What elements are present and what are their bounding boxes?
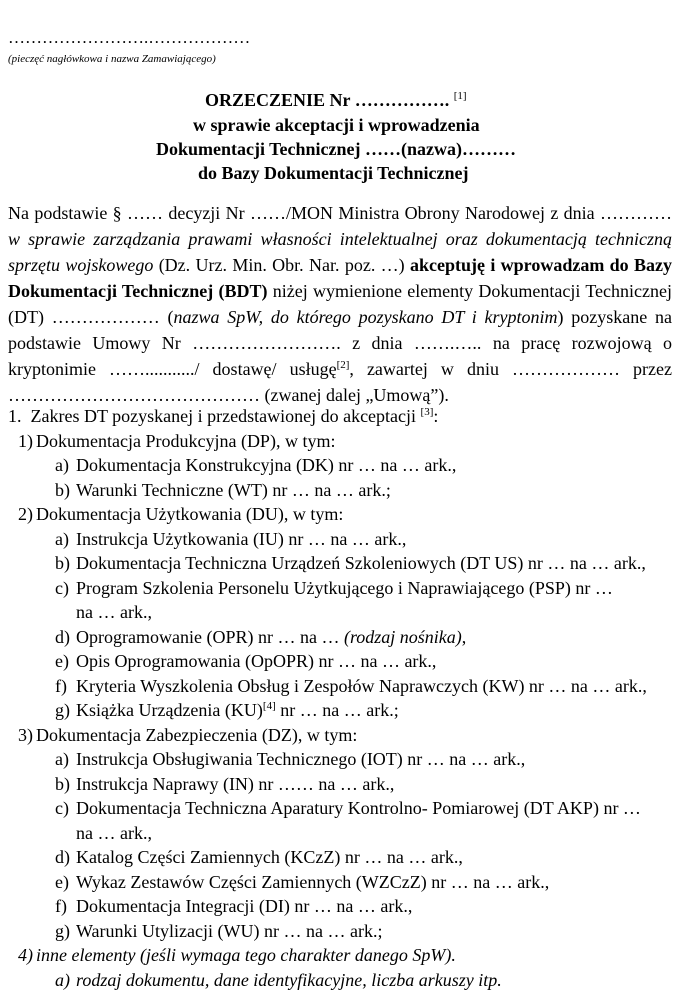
list-item: [76, 550, 646, 576]
list-item-marker: a): [55, 970, 70, 990]
document-title: [205, 90, 467, 111]
list-item-text: Dokumentacja Produkcyjna (DP), w tym:: [36, 431, 336, 451]
footnote-ref: [4]: [262, 700, 276, 712]
list-item-marker: d): [55, 627, 70, 647]
list-item: [76, 697, 399, 723]
list-item: [76, 893, 412, 919]
list-item-marker: 1): [18, 431, 33, 451]
list-item-marker: a): [55, 529, 69, 549]
title-line4: do Bazy Dokumentacji Technicznej: [198, 163, 469, 183]
list-item: [36, 428, 335, 454]
list-item-text: na … ark.,: [76, 823, 152, 843]
list-item-tail: nr … na … ark.;: [275, 700, 399, 720]
list-item-text: Instrukcja Użytkowania (IU) nr … na … ark.,: [76, 529, 407, 549]
list-item-text: Opis Oprogramowania (OpOPR) nr … na … ark.,: [76, 651, 437, 671]
list-item: [76, 575, 613, 601]
list-item-text: Książka Urządzenia (KU): [76, 700, 263, 720]
list-item-text: Katalog Części Zamiennych (KCzZ) nr … na … ark.,: [76, 847, 463, 867]
footnote-ref-3: [3]: [420, 406, 434, 418]
list-item-text: rodzaj dokumentu, dane identyfikacyjne, liczba arkuszy itp.: [76, 970, 502, 990]
list-item: [36, 722, 357, 748]
list-item: [76, 673, 647, 699]
title-line2: w sprawie akceptacji i wprowadzenia: [193, 115, 480, 135]
list-item-text: Wykaz Zestawów Części Zamiennych (WZCzZ) nr … na … ark.,: [76, 872, 550, 892]
list-item: [76, 967, 502, 993]
list-item-marker: b): [55, 774, 70, 794]
list-item: [76, 844, 463, 870]
list-item-text: Instrukcja Obsługiwania Technicznego (IOT) nr … na … ark.,: [76, 749, 526, 769]
list-item-text: inne elementy (jeśli wymaga tego charakter danego SpW).: [36, 945, 456, 965]
list-item-text: Dokumentacja Techniczna Urządzeń Szkoleniowych (DT US) nr … na … ark.,: [76, 553, 646, 573]
list-item-text: Instrukcja Naprawy (IN) nr …… na … ark.,: [76, 774, 395, 794]
section-1-label: Zakres DT pozyskanej i przedstawionej do akceptacji: [30, 406, 417, 426]
list-item-italic-note: (rodzaj nośnika): [339, 627, 462, 647]
list-item-marker: a): [55, 749, 69, 769]
list-item-marker: 4): [18, 945, 33, 965]
list-item-text: Dokumentacja Konstrukcyjna (DK) nr … na … ark.,: [76, 455, 457, 475]
intro-text-5: , zawartej w dniu ……………… przez …………………………………… (zwanej dalej „Umową”).: [8, 359, 672, 405]
list-item-marker: b): [55, 553, 70, 573]
list-item-marker: g): [55, 700, 70, 720]
intro-text-4: ) pozyskane na podstawie Umowy Nr ……………………. z dnia …….….. na pracę rozwojową o kryptonimie …….........../ dostawę/ usługę: [8, 307, 672, 379]
list-item: [76, 771, 394, 797]
footnote-ref-2: [2]: [336, 359, 350, 371]
list-item: [76, 869, 549, 895]
intro-text-3: niżej wymienione elementy Dokumentacji Technicznej (DT) ……………… (: [8, 281, 673, 327]
list-item-text: Dokumentacja Użytkowania (DU), w tym:: [36, 504, 344, 524]
list-item-marker: e): [55, 872, 69, 892]
section-1: [8, 403, 438, 429]
list-item-marker: c): [55, 578, 69, 598]
list-item-text: Dokumentacja Integracji (DI) nr … na … ark.,: [76, 896, 413, 916]
intro-decision-title: w sprawie zarządzania prawami własności intelektualnej oraz dokumentacją techniczną sprzętu wojskowego: [8, 229, 672, 275]
list-item-text: Dokumentacja Zabezpieczenia (DZ), w tym:: [36, 725, 358, 745]
title-line1: ORZECZENIE Nr …………….: [205, 90, 450, 110]
list-item-marker: 2): [18, 504, 33, 524]
list-item-marker: c): [55, 798, 69, 818]
list-item-text: na … ark.,: [76, 602, 152, 622]
list-item-text: Program Szkolenia Personelu Użytkującego i Naprawiającego (PSP) nr …: [76, 578, 613, 598]
list-item-marker: d): [55, 847, 70, 867]
list-item-marker: e): [55, 651, 69, 671]
signature-dots: …………………….………………: [8, 28, 251, 47]
list-item-marker: g): [55, 921, 70, 941]
intro-text-2: (Dz. Urz. Min. Obr. Nar. poz. …): [158, 255, 405, 275]
intro-text-1: Na podstawie § …… decyzji Nr ……/MON Ministra Obrony Narodowej z dnia …………: [8, 203, 672, 223]
list-item: [76, 918, 382, 944]
section-1-number: 1.: [8, 406, 22, 426]
list-item-tail: ,: [461, 627, 467, 647]
list-item: [76, 648, 436, 674]
intro-acceptance: akceptuję i wprowadzam do Bazy Dokumentacji Technicznej (BDT): [8, 255, 673, 301]
list-item-text: Warunki Utylizacji (WU) nr … na … ark.;: [76, 921, 383, 941]
list-item-marker: f): [55, 676, 67, 696]
list-item: [76, 624, 466, 650]
list-item: [76, 526, 406, 552]
list-item: [36, 501, 343, 527]
stamp-caption: (pieczęć nagłówkowa i nazwa Zamawiającego): [8, 53, 216, 65]
intro-equipment-name: nazwa SpW, do którego pozyskano DT i kryptonim: [173, 307, 558, 327]
section-1-colon: :: [433, 406, 439, 426]
list-item: [76, 820, 152, 846]
intro-paragraph: [8, 200, 672, 408]
list-item-text: Dokumentacja Techniczna Aparatury Kontrolno- Pomiarowej (DT AKP) nr …: [76, 798, 641, 818]
footnote-ref-1: [1]: [453, 90, 467, 102]
list-item-text: Oprogramowanie (OPR) nr … na …: [76, 627, 340, 647]
list-item-text: Kryteria Wyszkolenia Obsług i Zespołów Naprawczych (KW) nr … na … ark.,: [76, 676, 647, 696]
list-item-marker: a): [55, 455, 69, 475]
list-item-text: Warunki Techniczne (WT) nr … na … ark.;: [76, 480, 391, 500]
list-item-marker: 3): [18, 725, 33, 745]
list-item: [76, 452, 456, 478]
list-item-marker: f): [55, 896, 67, 916]
list-item: [76, 599, 152, 625]
list-item: [76, 795, 641, 821]
list-item: [36, 942, 456, 968]
list-item: [76, 477, 391, 503]
list-item: [76, 746, 525, 772]
list-item-marker: b): [55, 480, 70, 500]
title-line3: Dokumentacji Technicznej ……(nazwa)………: [156, 139, 516, 159]
